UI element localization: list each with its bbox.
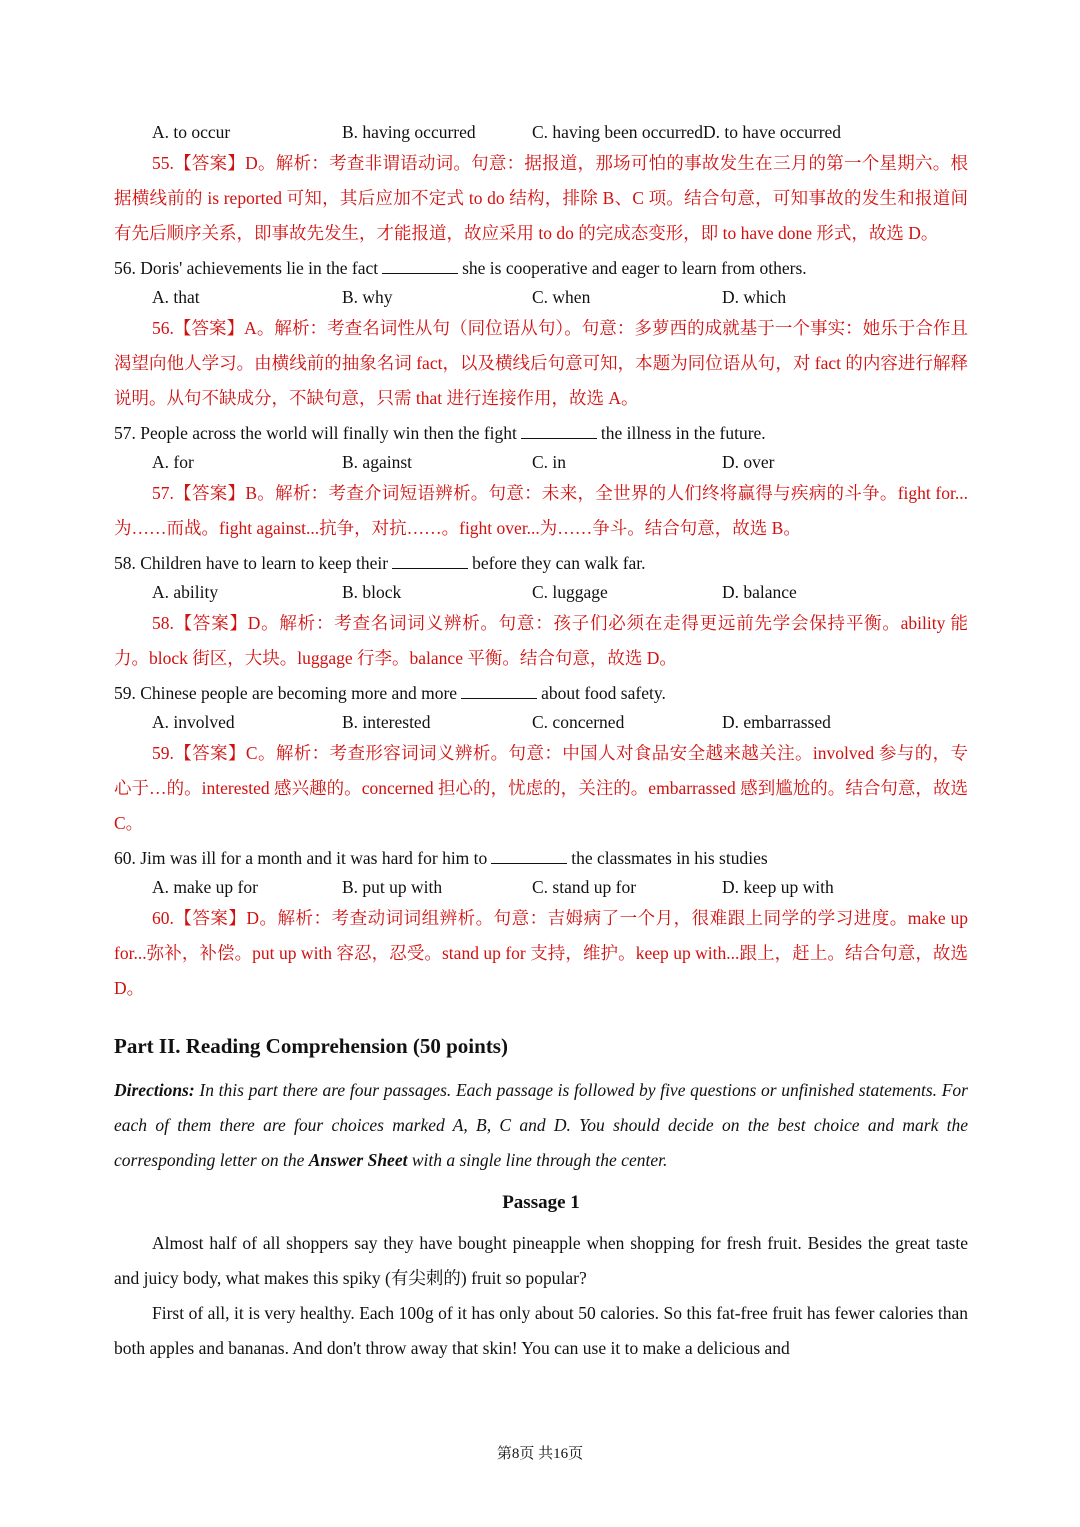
q60-stem-before: 60. Jim was ill for a month and it was hard for him to (114, 848, 488, 868)
q57-option-c: C. in (532, 452, 567, 472)
q55-options (114, 118, 968, 146)
q56-option-d: D. which (722, 287, 787, 307)
q60-stem-after: the classmates in his studies (571, 848, 768, 868)
directions (114, 1073, 968, 1178)
directions-answer-sheet: Answer Sheet (308, 1150, 408, 1170)
q57-option-d: D. over (722, 452, 775, 472)
q60-option-b: B. put up with (342, 877, 443, 897)
q58-option-a: A. ability (152, 582, 219, 602)
q60-question (114, 844, 968, 873)
q59-stem-after: about food safety. (541, 683, 666, 703)
q59-blank (461, 682, 537, 699)
passage-paragraph-2: First of all, it is very healthy. Each 100g of it has only about 50 calories. So this fat-free fruit has fewer calories than both apples and bananas. And don't throw away that skin! You can use it to make a delicious and (114, 1303, 968, 1358)
q57-question (114, 419, 968, 448)
q57-option-b: B. against (342, 452, 412, 472)
q56-stem-before: 56. Doris' achievements lie in the fact (114, 258, 379, 278)
q57-blank (521, 422, 597, 439)
q60-answer: 60.【答案】D。解析：考查动词词组辨析。句意：吉姆病了一个月，很难跟上同学的学习进度。make up for...弥补，补偿。put up with 容忍，忍受。stand up for 支持，维护。keep up with...跟上，赶上。结合句意，故选 D。 (114, 908, 968, 998)
q56-options (114, 283, 968, 311)
q55-option-c: C. having been occurred (532, 122, 704, 142)
q57-options (114, 448, 968, 476)
q60-blank (491, 847, 567, 864)
q58-answer: 58.【答案】D。解析：考查名词词义辨析。句意：孩子们必须在走得更远前先学会保持平衡。ability 能力。block 街区，大块。luggage 行李。balance 平衡。结合句意，故选 D。 (114, 613, 968, 668)
q55-option-d: D. to have occurred (703, 122, 842, 142)
q60-option-a: A. make up for (152, 877, 258, 897)
passage-title: Passage 1 (502, 1192, 580, 1213)
q55-option-a: A. to occur (152, 122, 231, 142)
q59-question (114, 679, 968, 708)
directions-text-2: with a single line through the center. (407, 1150, 668, 1170)
q60-option-d: D. keep up with (722, 877, 834, 897)
q56-blank (382, 257, 458, 274)
q56-option-c: C. when (532, 287, 591, 307)
q58-blank (392, 552, 468, 569)
q56-question (114, 254, 968, 283)
q59-stem-before: 59. Chinese people are becoming more and more (114, 683, 458, 703)
directions-label: Directions: (114, 1080, 195, 1100)
q56-option-a: A. that (152, 287, 200, 307)
q58-options (114, 578, 968, 606)
q55-answer: 55.【答案】D。解析：考查非谓语动词。句意：据报道，那场可怕的事故发生在三月的第一个星期六。根据横线前的 is reported 可知，其后应加不定式 to do 结构，排除 B、C 项。结合句意，可知事故的发生和报道间有先后顺序关系，即事故先发生，才能报道，故应采用 to do 的完成态变形，即 to have done 形式，故选 D。 (114, 153, 968, 243)
q58-stem-before: 58. Children have to learn to keep their (114, 553, 389, 573)
q57-option-a: A. for (152, 452, 194, 472)
q59-option-d: D. embarrassed (722, 712, 831, 732)
page-footer: 第8页 共16页 (496, 1446, 584, 1462)
q58-stem-after: before they can walk far. (472, 553, 646, 573)
page-content (114, 118, 968, 1366)
q58-option-b: B. block (342, 582, 402, 602)
q58-question (114, 549, 968, 578)
q59-option-c: C. concerned (532, 712, 625, 732)
q57-stem-before: 57. People across the world will finally win then the fight (114, 423, 517, 443)
q55-option-b: B. having occurred (342, 122, 476, 142)
q56-stem-after: she is cooperative and eager to learn from others. (462, 258, 807, 278)
q58-option-d: D. balance (722, 582, 797, 602)
q56-answer: 56.【答案】A。解析：考查名词性从句（同位语从句）。句意：多萝西的成就基于一个事实：她乐于合作且渴望向他人学习。由横线前的抽象名词 fact，以及横线后句意可知，本题为同位语从句，对 fact 的内容进行解释说明。从句不缺成分，不缺句意，只需 that 进行连接作用，故选 A。 (114, 318, 968, 408)
q56-option-b: B. why (342, 287, 393, 307)
passage-paragraph-1: Almost half of all shoppers say they have bought pineapple when shopping for fresh fruit. Besides the great taste and juicy body, what makes this spiky (有尖刺的) fruit so popular? (114, 1233, 968, 1288)
q57-stem-after: the illness in the future. (600, 423, 766, 443)
directions-text-1: In this part there are four passages. Each passage is followed by five questions or unfinished statements. For each of them there are four choices marked A, B, C and D. You should decide on the best choice and mark the corresponding letter on the (114, 1080, 968, 1170)
q59-option-a: A. involved (152, 712, 235, 732)
q59-option-b: B. interested (342, 712, 431, 732)
q59-options (114, 708, 968, 736)
q57-answer: 57.【答案】B。解析：考查介词短语辨析。句意：未来，全世界的人们终将赢得与疾病的斗争。fight for...为……而战。fight against...抗争，对抗……。fight over...为……争斗。结合句意，故选 B。 (114, 483, 968, 538)
q58-option-c: C. luggage (532, 582, 608, 602)
section-title: Part II. Reading Comprehension (50 points) (114, 1034, 508, 1058)
q60-options (114, 873, 968, 901)
q59-answer: 59.【答案】C。解析：考查形容词词义辨析。句意：中国人对食品安全越来越关注。involved 参与的，专心于…的。interested 感兴趣的。concerned 担心的，忧虑的，关注的。embarrassed 感到尴尬的。结合句意，故选 C。 (114, 743, 968, 833)
q60-option-c: C. stand up for (532, 877, 637, 897)
